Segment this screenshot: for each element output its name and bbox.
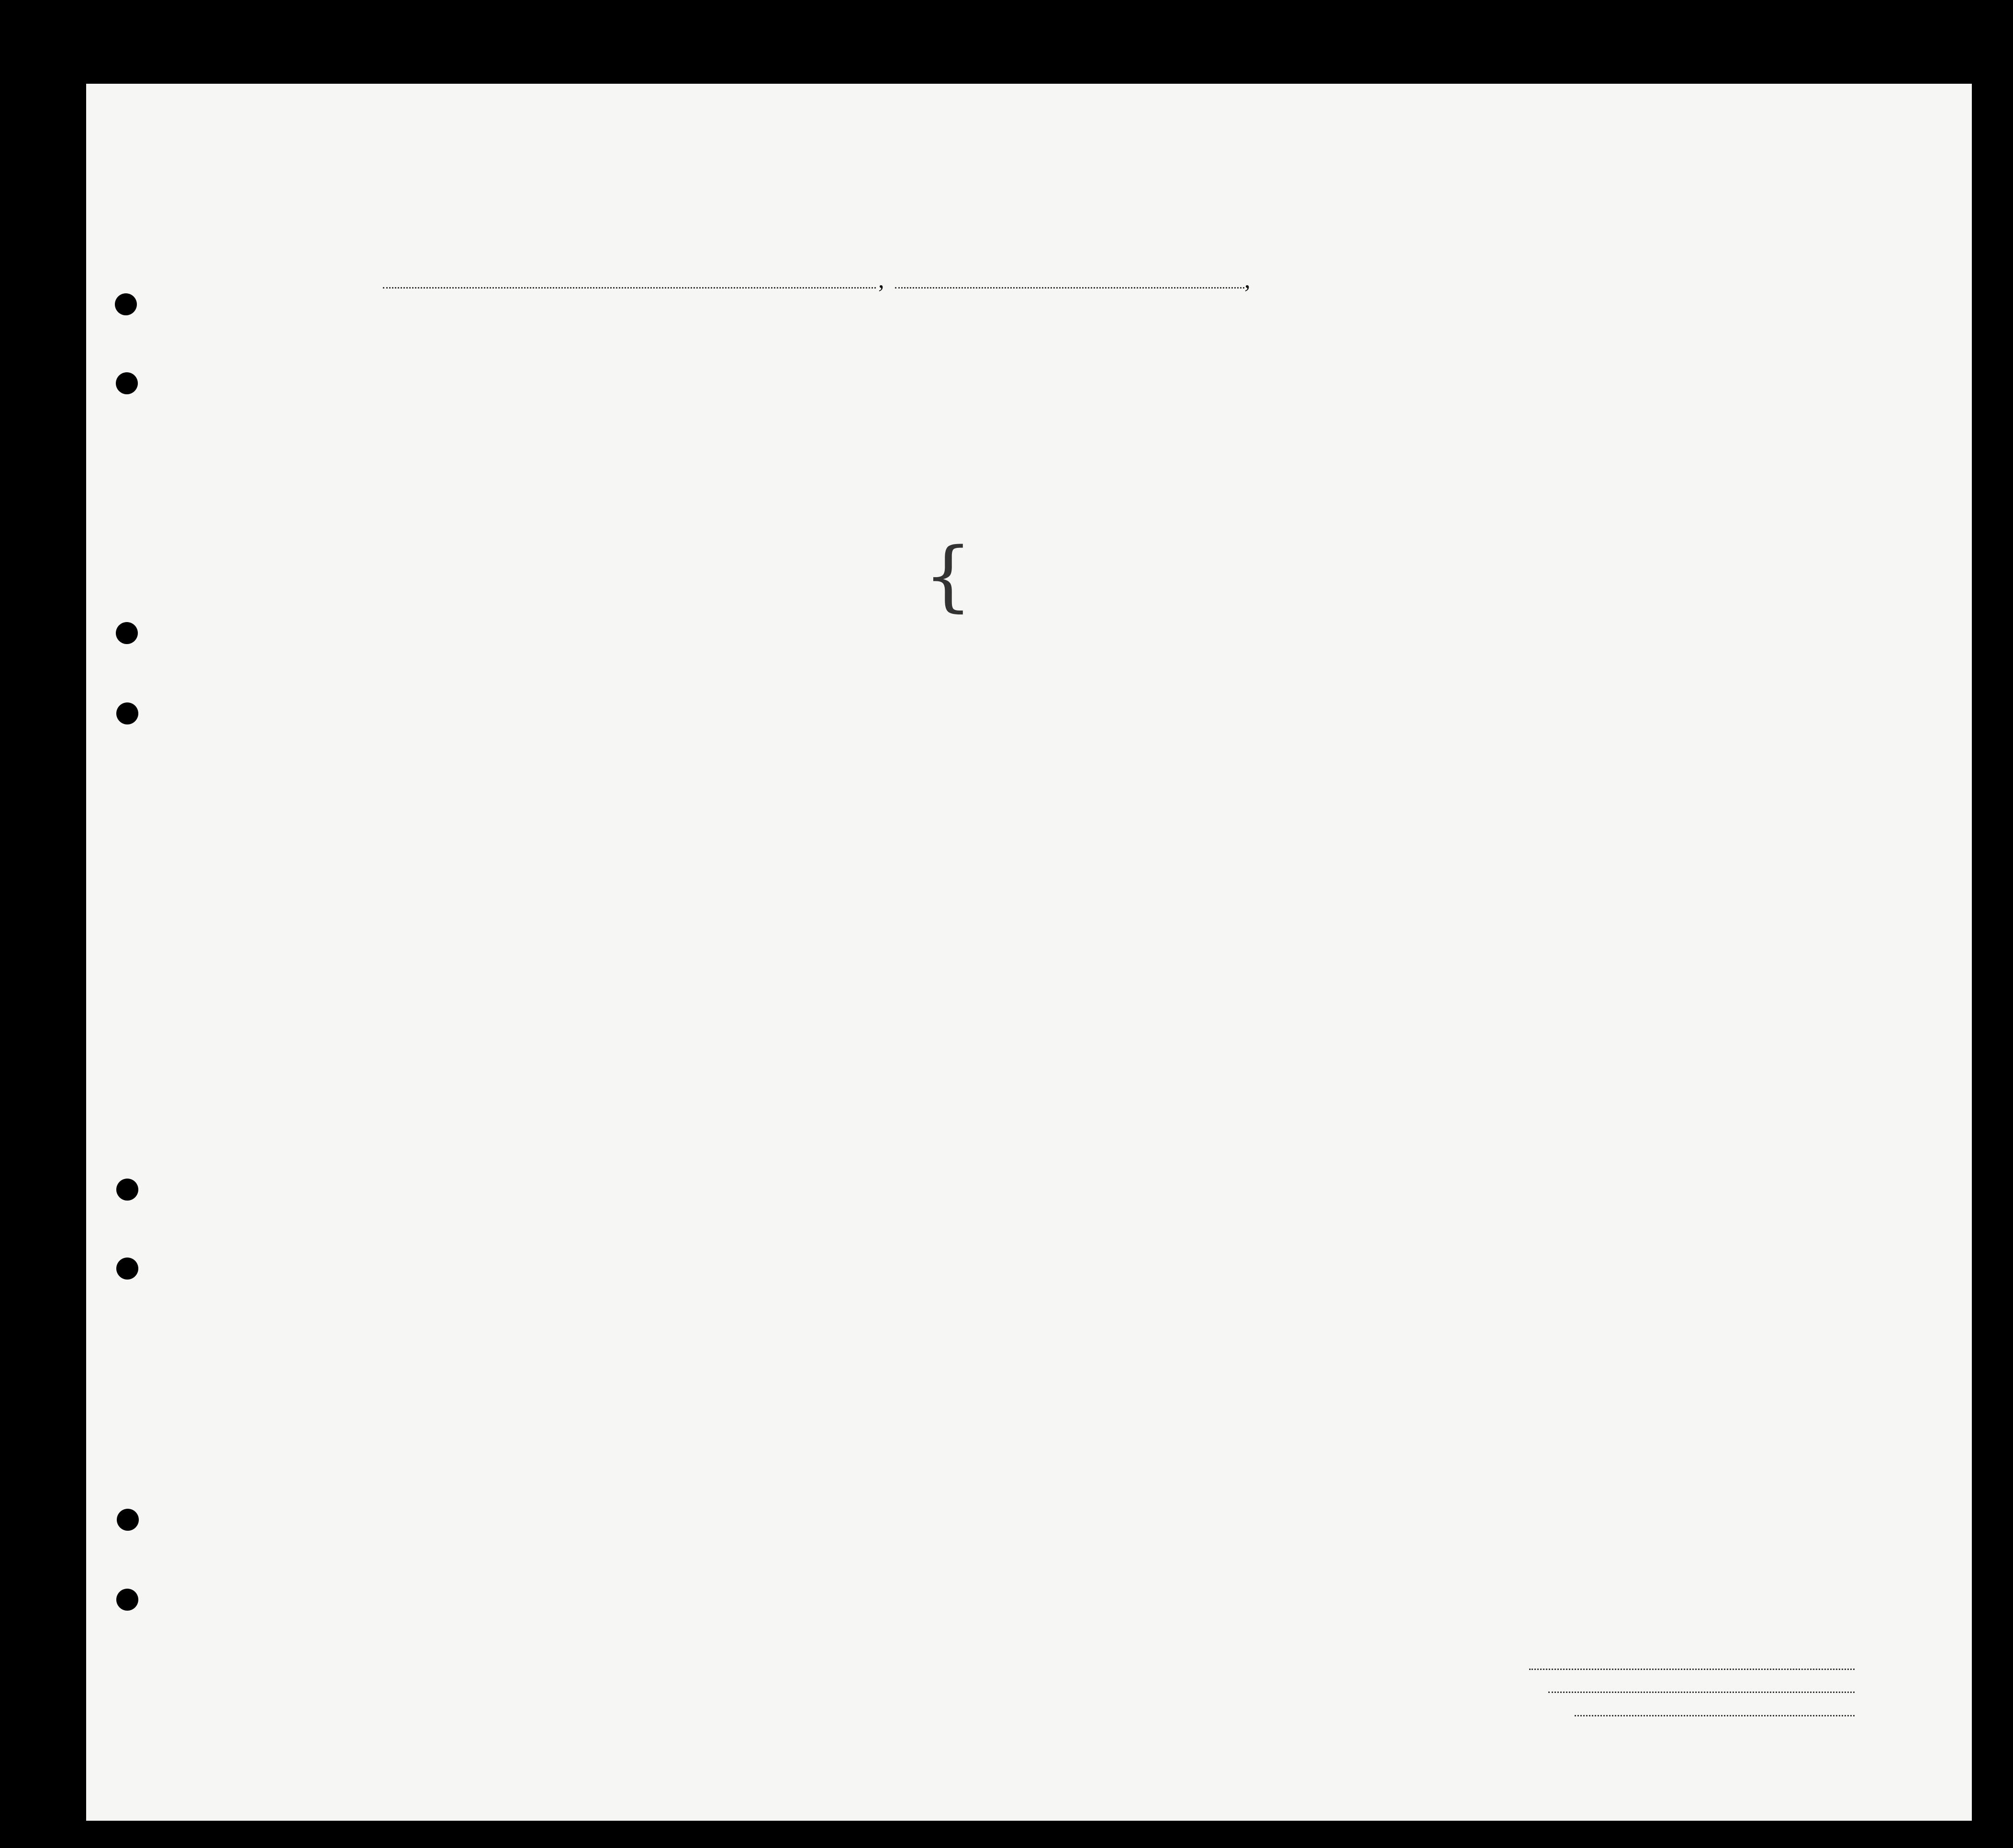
punch-hole xyxy=(116,1258,138,1280)
punch-hole xyxy=(116,702,138,724)
punch-hole xyxy=(115,293,137,315)
owners-field xyxy=(1548,1692,1855,1693)
punch-hole xyxy=(116,372,138,394)
punch-hole xyxy=(116,1179,138,1201)
line-field xyxy=(1529,1669,1855,1670)
brace-mark: { xyxy=(924,531,973,620)
comma-1: , xyxy=(878,266,884,293)
punch-hole xyxy=(116,622,138,644)
table-grid xyxy=(86,84,1972,1821)
comma-2: , xyxy=(1244,266,1251,293)
punch-hole xyxy=(117,1509,139,1531)
agents-field xyxy=(1575,1715,1855,1716)
punch-hole xyxy=(116,1589,138,1611)
manifest-sheet xyxy=(86,84,1972,1821)
